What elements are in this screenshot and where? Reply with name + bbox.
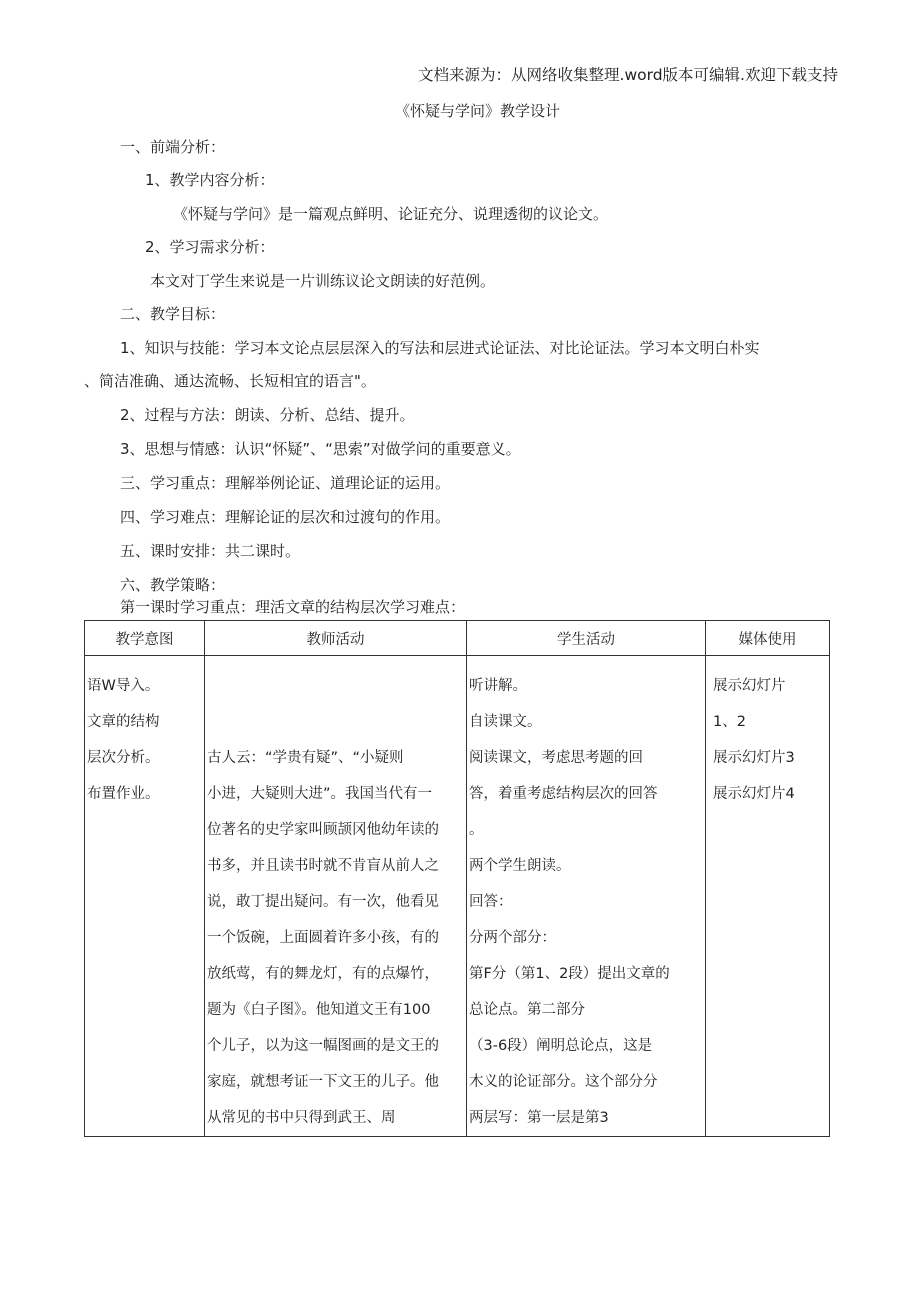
media-line: 展示幻灯片4 (713, 786, 795, 802)
goal-3: 3、思想与情感：认识“怀疑”、“思索”对做学问的重要意义。 (120, 440, 521, 458)
teacher-line: 位著名的史学家叫顾颉冈他幼年读的 (207, 822, 439, 838)
media-line: 1、2 (713, 714, 746, 730)
student-line: 答，着重考虑结构层次的回答 (469, 786, 658, 802)
teacher-line: 一个饭碗，上面圆着许多小孩，有的 (207, 930, 439, 946)
goal-1-line-1: 1、知识与技能：学习本文论点层层深入的写法和层进式论证法、对比论证法。学习本文明白朴实 (120, 339, 760, 357)
student-line: 第F分（第1、2段）提出文章的 (469, 966, 670, 982)
section-6-note: 第一课时学习重点：理活文章的结构层次学习难点： (120, 598, 466, 616)
student-activity-cell (467, 656, 706, 1137)
teacher-line: 个儿子，以为这一幅图画的是文王的 (207, 1038, 439, 1054)
teacher-line: 放纸莺，有的舞龙灯，有的点爆竹， (207, 966, 439, 982)
student-line: 分两个部分： (469, 930, 556, 946)
intent-line: 布置作业。 (87, 786, 160, 802)
teacher-line: 书多，并且读书时就不肯盲从前人之 (207, 858, 439, 874)
source-note: 文档来源为：从网络收集整理.word版本可编辑.欢迎下载支持 (418, 66, 838, 84)
section-1-1-text: 《怀疑与学问》是一篇观点鲜明、论证充分、说理透彻的议论文。 (173, 205, 609, 223)
student-line: 回答： (469, 894, 513, 910)
header-media: 媒体使用 (706, 621, 830, 656)
student-line: 听讲解。 (469, 678, 527, 694)
section-2-heading: 二、教学目标： (120, 305, 226, 323)
student-line: 自读课文。 (469, 714, 542, 730)
media-line: 展示幻灯片3 (713, 750, 795, 766)
goal-1-line-2: 、简洁准确、通达流畅、长短相宜的语言"。 (84, 372, 376, 390)
header-intent: 教学意图 (85, 621, 205, 656)
intent-cell (85, 656, 205, 1137)
student-line: 。 (469, 822, 484, 838)
lesson-plan-table (84, 620, 830, 1137)
section-1-1-heading: 1、教学内容分析： (145, 171, 275, 189)
section-1-2-heading: 2、学习需求分析： (145, 238, 275, 256)
teacher-line: 从常见的书中只得到武王、周 (207, 1110, 396, 1126)
section-1-2-text: 本文对丁学生来说是一片训练议论文朗读的好范例。 (150, 272, 496, 290)
student-line: 木义的论证部分。这个部分分 (469, 1074, 658, 1090)
student-line: 阅读课文，考虑思考题的回 (469, 750, 643, 766)
page-title: 《怀疑与学问》教学设计 (395, 102, 561, 120)
student-line: （3-6段）阐明总论点，这是 (469, 1038, 653, 1054)
table-header-row (85, 621, 830, 656)
header-student-activity: 学生活动 (467, 621, 706, 656)
media-line: 展示幻灯片 (713, 678, 786, 694)
intent-line: 层次分析。 (87, 750, 160, 766)
section-5: 五、课时安排：共二课时。 (120, 542, 301, 560)
section-4: 四、学习难点：理解论证的层次和过渡句的作用。 (120, 508, 451, 526)
teacher-line (207, 668, 463, 704)
intent-line: 文章的结构 (87, 714, 160, 730)
table-row (85, 656, 830, 1137)
section-3: 三、学习重点：理解举例论证、道理论证的运用。 (120, 474, 451, 492)
student-line: 总论点。第二部分 (469, 1002, 585, 1018)
teacher-line: 古人云：“学贵有疑”、“小疑则 (207, 750, 404, 766)
intent-line: 语W导入。 (87, 678, 160, 694)
section-1-heading: 一、前端分析： (120, 138, 226, 156)
section-6-heading: 六、教学策略： (120, 576, 226, 594)
student-line: 两个学生朗读。 (469, 858, 571, 874)
teacher-line: 小进，大疑则大进”。我国当代有一 (207, 786, 433, 802)
teacher-line: 说，敢丁提出疑问。有一次，他看见 (207, 894, 439, 910)
teacher-line (207, 704, 463, 740)
teacher-line: 家庭，就想考证一下文王的儿子。他 (207, 1074, 439, 1090)
teacher-line: 题为《白子图》。他知道文王有100 (207, 1002, 431, 1018)
media-cell (706, 656, 830, 1137)
header-teacher-activity: 教师活动 (205, 621, 467, 656)
goal-2: 2、过程与方法：朗读、分析、总结、提升。 (120, 406, 415, 424)
teacher-activity-cell (205, 656, 467, 1137)
student-line: 两层写：第一层是第3 (469, 1110, 609, 1126)
